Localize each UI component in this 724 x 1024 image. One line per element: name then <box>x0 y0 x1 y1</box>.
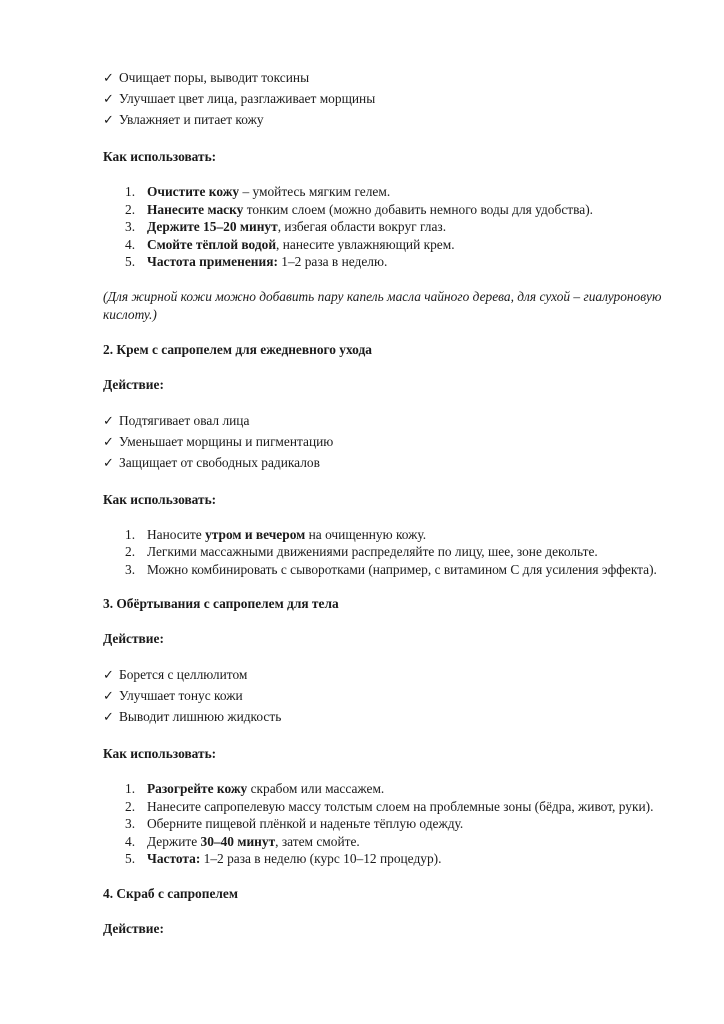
benefit-list <box>103 411 673 474</box>
check-icon: ✓ <box>103 434 114 450</box>
check-icon: ✓ <box>103 113 114 128</box>
list-item: 2. Нанесите маску тонким слоем (можно добавить немного воды для удобства). <box>125 201 594 217</box>
section-title: 2. Крем с сапропелем для ежедневного ухода <box>103 341 372 357</box>
list-item: 3. Оберните пищевой плёнкой и наденьте тёплую одежду. <box>125 816 464 831</box>
check-icon: ✓ <box>103 455 114 471</box>
list-item: 2. Легкими массажными движениями распределяйте по лицу, шее, зоне декольте. <box>125 544 598 559</box>
how-to-use-heading: Как использовать: <box>103 746 217 761</box>
check-icon: ✓ <box>103 689 114 704</box>
section-title: 4. Скраб с сапропелем <box>103 885 238 901</box>
list-item: 2. Нанесите сапропелевую массу толстым слоем на проблемные зоны (бёдра, живот, руки). <box>125 798 654 814</box>
check-icon: ✓ <box>103 668 114 683</box>
action-heading: Действие: <box>103 920 164 936</box>
list-item: ✓ Увлажняет и питает кожу <box>103 110 673 131</box>
list-item: ✓ Улучшает цвет лица, разглаживает морщины <box>103 89 673 110</box>
list-item: 4. Смойте тёплой водой, нанесите увлажняющий крем. <box>125 236 455 252</box>
benefit-list <box>103 68 673 131</box>
list-item: 1. Очистите кожу – умойтесь мягким гелем. <box>125 184 391 199</box>
benefit-list <box>103 665 673 728</box>
section-title: 3. Обёртывания с сапропелем для тела <box>103 596 339 611</box>
list-item: ✓ Защищает от свободных радикалов <box>103 453 673 474</box>
action-heading: Действие: <box>103 376 164 392</box>
how-to-use-heading: Как использовать: <box>103 491 217 507</box>
step-list <box>103 183 673 271</box>
step-list <box>103 780 673 868</box>
how-to-use-heading: Как использовать: <box>103 149 217 164</box>
list-item: 4. Держите 30–40 минут, затем смойте. <box>125 833 360 849</box>
note-text: (Для жирной кожи можно добавить пару капель масла чайного дерева, для сухой – гиалуроновую кислоту.) <box>103 288 662 322</box>
step-list <box>103 526 673 579</box>
check-icon: ✓ <box>103 710 114 725</box>
list-item: ✓ Подтягивает овал лица <box>103 411 673 432</box>
list-item: ✓ Борется с целлюлитом <box>103 665 673 686</box>
check-icon: ✓ <box>103 71 114 86</box>
list-item: ✓ Улучшает тонус кожи <box>103 686 673 707</box>
document-page <box>103 68 673 938</box>
check-icon: ✓ <box>103 413 114 429</box>
list-item: 1. Наносите утром и вечером на очищенную кожу. <box>125 526 427 542</box>
list-item: 3. Можно комбинировать с сыворотками (например, с витамином С для усиления эффекта). <box>125 561 657 577</box>
list-item: 5. Частота применения: 1–2 раза в неделю. <box>125 254 388 269</box>
list-item: ✓ Уменьшает морщины и пигментацию <box>103 432 673 453</box>
list-item: 3. Держите 15–20 минут, избегая области вокруг глаз. <box>125 219 447 234</box>
list-item: 1. Разогрейте кожу скрабом или массажем. <box>125 781 385 796</box>
action-heading: Действие: <box>103 631 164 646</box>
list-item: ✓ Выводит лишнюю жидкость <box>103 707 673 728</box>
list-item: ✓ Очищает поры, выводит токсины <box>103 68 673 89</box>
check-icon: ✓ <box>103 92 114 107</box>
list-item: 5. Частота: 1–2 раза в неделю (курс 10–12 процедур). <box>125 851 442 866</box>
